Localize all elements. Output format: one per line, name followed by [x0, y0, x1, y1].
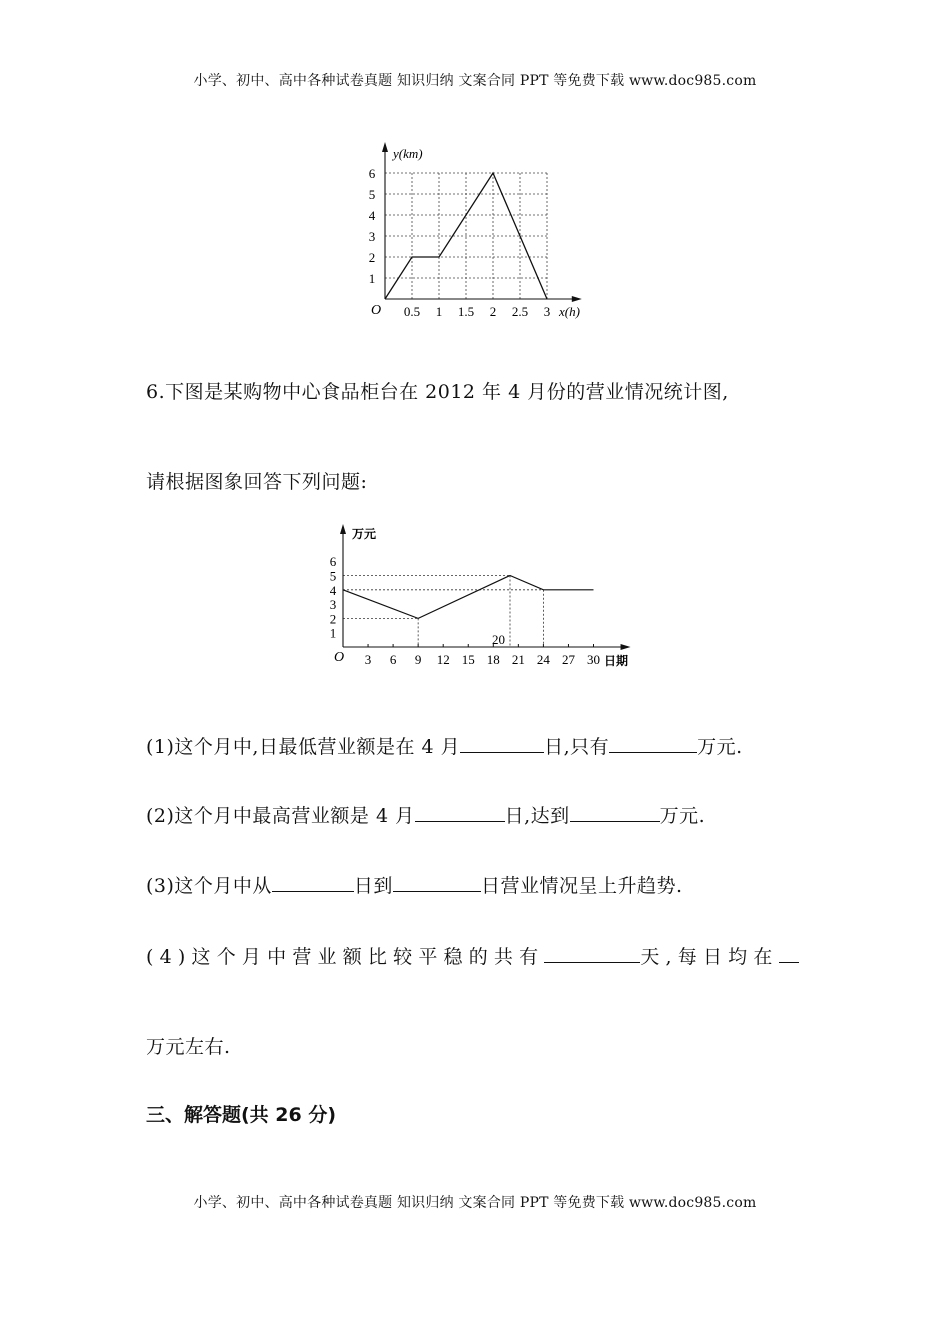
chart1-grid [385, 173, 547, 299]
chart2-ytick-label: 5 [329, 568, 337, 584]
chart1-xtick-label: 2 [489, 304, 497, 319]
chart1-ylabel: y(km) [393, 146, 423, 161]
chart2-series [343, 576, 594, 619]
answer-blank-3[interactable] [415, 801, 505, 822]
chart1-xtick-label: 3 [543, 304, 551, 319]
answer-blank-7[interactable] [544, 942, 640, 963]
question-6-part1: (1)这个月中,日最低营业额是在 4 月 日,只有 万元. [146, 732, 743, 759]
chart1-ytick-label: 2 [368, 250, 376, 265]
answer-blank-4[interactable] [570, 801, 660, 822]
chart2-xtick-label: 3 [364, 652, 372, 667]
question-6-part2: (2)这个月中最高营业额是 4 月 日,达到 万元. [146, 801, 705, 828]
chart2-xtick-label: 27 [561, 652, 575, 667]
chart2-xtick-label: 18 [486, 652, 500, 667]
sales-chart [320, 522, 650, 672]
chart1-y-arrow [382, 142, 388, 152]
chart2-ytick-label: 1 [329, 625, 337, 641]
distance-time-chart [355, 140, 595, 325]
chart2-ytick-label: 3 [329, 597, 337, 613]
answer-blank-5[interactable] [272, 871, 354, 892]
question-6-line1: 6.下图是某购物中心食品柜台在 2012 年 4 月份的营业情况统计图, [146, 381, 729, 403]
chart1-xtick-label: 2.5 [511, 304, 529, 319]
chart2-xtick-label: 15 [461, 652, 475, 667]
chart2-x-arrow [621, 644, 631, 650]
page-header: 小学、初中、高中各种试卷真题 知识归纳 文案合同 PPT 等免费下载 www.doc985.com [193, 73, 757, 89]
chart2-ytick-label: 2 [329, 611, 337, 627]
chart1-ytick-label: 6 [368, 166, 376, 181]
chart2-annotation: 20 [492, 632, 505, 647]
chart2-ylabel: 万元 [352, 527, 377, 541]
chart1-ytick-label: 1 [368, 271, 376, 286]
chart1-ytick-label: 5 [368, 187, 376, 202]
section-title: 三、解答题(共 26 分) [146, 1104, 337, 1126]
chart2-xlabel: 日期 [604, 654, 629, 668]
chart2-y-arrow [340, 524, 346, 534]
chart1-x-arrow [572, 296, 582, 302]
chart1-xtick-label: 0.5 [403, 304, 421, 319]
chart2-series-line [343, 576, 594, 619]
chart2-xtick-label: 21 [511, 652, 525, 667]
chart1-ytick-label: 3 [368, 229, 376, 244]
chart1-xtick-label: 1 [435, 304, 443, 319]
chart2-xtick-label: 30 [587, 652, 600, 667]
question-6-line2: 请根据图象回答下列问题: [146, 471, 368, 493]
answer-blank-8[interactable] [779, 942, 799, 963]
chart2-ytick-label: 4 [329, 582, 337, 598]
question-6-part4-continued: 万元左右. [146, 1036, 231, 1058]
chart2-xtick-label: 6 [389, 652, 397, 667]
chart2-ytick-label: 6 [329, 554, 337, 570]
chart2-ticks [330, 554, 600, 667]
chart1-xlabel: x(h) [559, 304, 580, 319]
chart2-xtick-label: 12 [436, 652, 450, 667]
chart1-xtick-label: 1.5 [457, 304, 475, 319]
question-6-part3: (3)这个月中从 日到 日营业情况呈上升趋势. [146, 871, 682, 898]
chart1-ytick-label: 4 [368, 208, 376, 223]
chart1-origin: O [371, 303, 382, 318]
answer-blank-1[interactable] [460, 732, 544, 753]
chart2-xtick-label: 9 [414, 652, 422, 667]
answer-blank-6[interactable] [393, 871, 481, 892]
page-footer: 小学、初中、高中各种试卷真题 知识归纳 文案合同 PPT 等免费下载 www.doc985.com [193, 1195, 757, 1211]
question-6-part4: (4)这个月中营业额比较平稳的共有 天,每日均在 [146, 942, 799, 969]
chart2-guides [343, 576, 543, 648]
answer-blank-2[interactable] [609, 732, 697, 753]
chart2-origin: O [334, 650, 345, 665]
chart2-xtick-label: 24 [536, 652, 550, 667]
